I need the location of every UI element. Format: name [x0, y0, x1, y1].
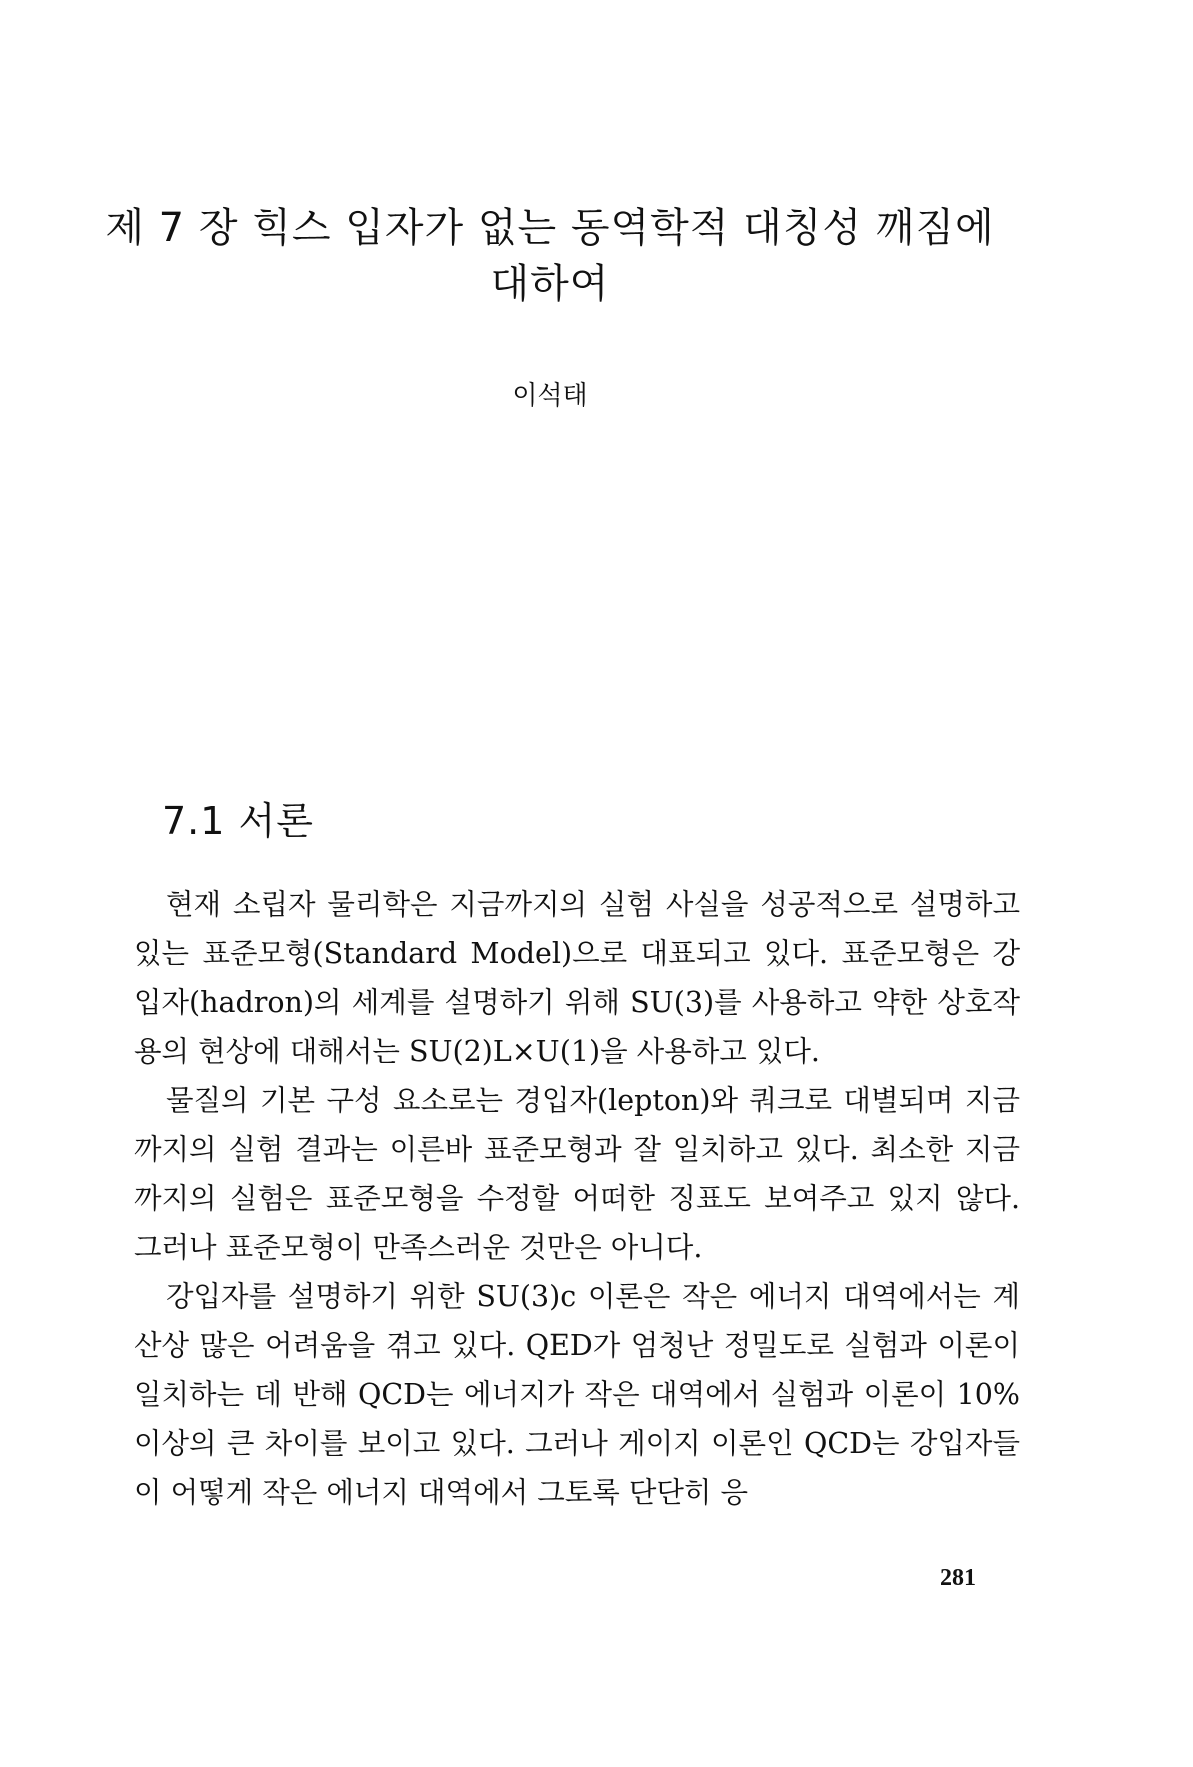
paragraph: 현재 소립자 물리학은 지금까지의 실험 사실을 성공적으로 설명하고 있는 표준모형(Standard Model)으로 대표되고 있다. 표준모형은 강입자(hadron)의 세계를 설명하기 위해 SU(3)를 사용하고 약한 상호작용의 현상에 대해서는 SU(2)L×U(1)을 사용하고 있다.	[134, 888, 1020, 1068]
chapter-title-line-1: 제 7 장 힉스 입자가 없는 동역학적 대칭성 깨짐에	[105, 205, 995, 251]
paragraph: 물질의 기본 구성 요소로는 경입자(lepton)와 쿼크로 대별되며 지금까지의 실험 결과는 이른바 표준모형과 잘 일치하고 있다. 최소한 지금까지의 실험은 표준모형을 수정할 어떠한 징표도 보여주고 있지 않다. 그러나 표준모형이 만족스러운 것만은 아니다.	[134, 1084, 1020, 1264]
paragraph: 강입자를 설명하기 위한 SU(3)c 이론은 작은 에너지 대역에서는 계산상 많은 어려움을 겪고 있다. QED가 엄청난 정밀도로 실험과 이론이 일치하는 데 반해 QCD는 에너지가 작은 대역에서 실험과 이론이 10% 이상의 큰 차이를 보이고 있다. 그러나 게이지 이론인 QCD는 강입자들이 어떻게 작은 에너지 대역에서 그토록 단단히 응	[134, 1280, 1020, 1509]
body-text	[134, 880, 1020, 1517]
author-name: 이석태	[512, 381, 588, 411]
chapter-title-line-2: 대하여	[490, 261, 610, 307]
chapter-title	[100, 200, 1000, 312]
section-heading: 7.1 서론	[162, 799, 314, 843]
page-number: 281	[940, 1565, 976, 1591]
